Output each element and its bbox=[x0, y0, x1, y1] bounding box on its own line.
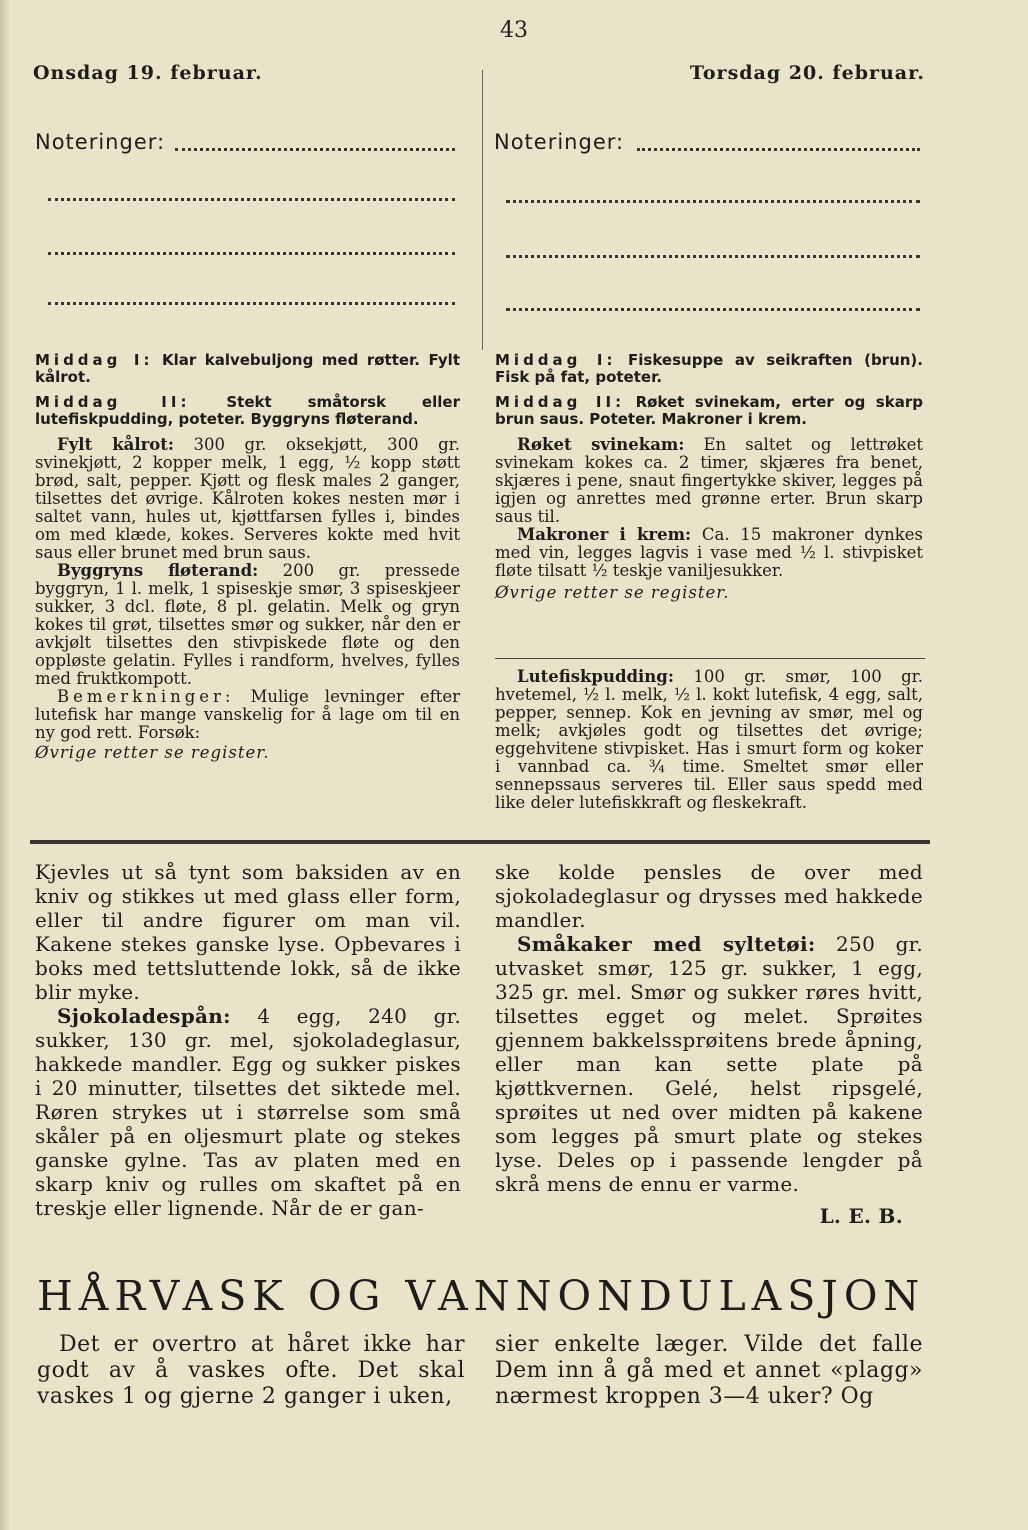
recipe-makroner-i-krem: Makroner i krem: Ca. 15 makroner dynkes med vin, legges lagvis i vase med ½ l. stivpisket fløte tilsatt ½ teskje vaniljesukker. bbox=[495, 525, 924, 580]
left-notes-line-1 bbox=[175, 148, 455, 151]
right-middag-1: Middag I: Fiskesuppe av seikraften (brun). Fisk på fat, poteter. bbox=[495, 351, 923, 386]
cake-left-p1: Kjevles ut så tynt som baksiden av en kniv og stikkes ut med glass eller form, eller til andre figurer om man vil. Kakene stekes ganske lyse. Opbevares i boks med tettsluttende lokk, så de ikke blir myke. bbox=[35, 860, 461, 1004]
left-day-heading: Onsdag 19. februar. bbox=[33, 62, 263, 84]
page-edge bbox=[0, 0, 10, 1530]
section-divider bbox=[30, 840, 930, 844]
recipe-fylt-kalrot: Fylt kålrot: 300 gr. oksekjøtt, 300 gr. svinekjøtt, 2 kopper melk, 1 egg, ½ kopp støtt brød, salt, pepper. Kjøtt og flesk males 2 ganger, tilsettes det øvrige. Kålroten kokes nesten mør i saltet vann, hules ut, kjøttfarsen fylles i, bindes om med klæde, kokes. Serveres kokte med hvit saus eller brunet med brun saus. bbox=[35, 435, 460, 562]
hair-article-left: Det er overtro at håret ikke har godt av å vaskes ofte. Det skal vaskes 1 og gjerne 2 ganger i uken, bbox=[37, 1332, 465, 1409]
right-ovrige-retter: Øvrige retter se register. bbox=[495, 583, 730, 602]
right-notes-line-1 bbox=[637, 148, 920, 151]
recipe-sjokoladespan: Sjokoladespån: 4 egg, 240 gr. sukker, 130 gr. mel, sjokoladeglasur, hakkede mandler. Egg og sukker piskes i 20 minutter, tilsettes det siktede mel. Røren strykes ut i størrelse som små skåler på en oljesmurt plate og stekes ganske gylne. Tas av platen med en skarp kniv og rulles om skaftet på en treskje eller lignende. Når de er gan- bbox=[35, 1004, 461, 1220]
left-menu-column bbox=[35, 352, 460, 762]
right-notes-line-2 bbox=[506, 200, 920, 203]
left-notes-line-4 bbox=[48, 302, 455, 305]
right-notes-line-3 bbox=[506, 255, 920, 258]
signature: L. E. B. bbox=[819, 1204, 903, 1228]
left-notes-line-3 bbox=[48, 252, 455, 255]
lutefiskpudding-box bbox=[495, 668, 923, 812]
column-divider bbox=[482, 70, 483, 350]
left-middag-2: Middag II: Stekt småtorsk eller lutefiskpudding, poteter. Byggryns fløterand. bbox=[35, 393, 460, 428]
hair-article-right: sier enkelte læger. Vilde det falle Dem inn å gå med et annet «plagg» nærmest kroppen 3—4 uker? Og bbox=[495, 1332, 923, 1409]
right-menu-column bbox=[495, 352, 923, 602]
left-middag-1: Middag I: Klar kalvebuljong med røtter. Fylt kålrot. bbox=[35, 351, 460, 386]
recipe-smakaker-med-syltetoi: Småkaker med syltetøi: 250 gr. utvasket smør, 125 gr. sukker, 1 egg, 325 gr. mel. Smør og sukker røres hvitt, tilsettes egget og melet. Sprøites gjennem bakkelssprøitens brede åpning, eller man kan sette plate på kjøttkvernen. Gelé, helst ripsgelé, sprøites ut ned over midten på kakene som legges på smurt plate og stekes lyse. Deles op i passende lengder på skrå mens de ennu er varme. bbox=[495, 932, 923, 1196]
page-number: 43 bbox=[500, 18, 528, 43]
left-notes-line-2 bbox=[48, 198, 455, 201]
hair-article-title: HÅRVASK OG VANNONDULASJON bbox=[37, 1272, 926, 1320]
left-notes-label: Noteringer: bbox=[35, 130, 166, 154]
bemerkninger: Bemerkninger: Mulige levninger efter lutefisk har mange vanskelig for å lage om til en ny god rett. Forsøk: bbox=[35, 687, 461, 742]
cake-article-right bbox=[495, 860, 923, 1228]
recipe-roket-svinekam: Røket svinekam: En saltet og lettrøket svinekam kokes ca. 2 timer, skjæres fra benet, skjæres i pene, snaut fingertykke skiver, legges på igjen og anrettes med grønne erter. Brun skarp saus til. bbox=[495, 435, 923, 526]
right-middag-2: Middag II: Røket svinekam, erter og skarp brun saus. Poteter. Makroner i krem. bbox=[495, 393, 923, 428]
recipe-byggryns-floterand: Byggryns fløterand: 200 gr. pressede byggryn, 1 l. melk, 1 spiseskje smør, 3 spiseskjeer sukker, 3 dcl. fløte, 8 pl. gelatin. Melk og gryn kokes til grøt, tilsettes smør og sukker, når den er avkjølt tilsettes den stivpiskede fløte og den oppløste gelatin. Fylles i randform, hvelves, fylles med fruktkompott. bbox=[35, 561, 460, 688]
right-notes-label: Noteringer: bbox=[494, 130, 625, 154]
right-day-heading: Torsdag 20. februar. bbox=[689, 62, 925, 84]
cake-right-p1: ske kolde pensles de over med sjokoladeglasur og drysses med hakkede mandler. bbox=[495, 860, 923, 932]
right-section-rule bbox=[495, 658, 925, 659]
recipe-lutefiskpudding: Lutefiskpudding: 100 gr. smør, 100 gr. hvetemel, ½ l. melk, ½ l. kokt lutefisk, 4 egg, salt, pepper, sennep. Kok en jevning av smør, mel og melk; avkjøles godt og tilsettes det øvrige; eggehvitene stivpisket. Has i smurt form og koker i vannbad ca. ¾ time. Smeltet smør eller sennepssaus serveres til. Eller saus spedd med like deler lutefiskkraft og fleskekraft. bbox=[495, 667, 923, 812]
right-notes-line-4 bbox=[506, 308, 920, 311]
cake-article-left bbox=[35, 860, 461, 1220]
left-ovrige-retter: Øvrige retter se register. bbox=[35, 743, 270, 762]
